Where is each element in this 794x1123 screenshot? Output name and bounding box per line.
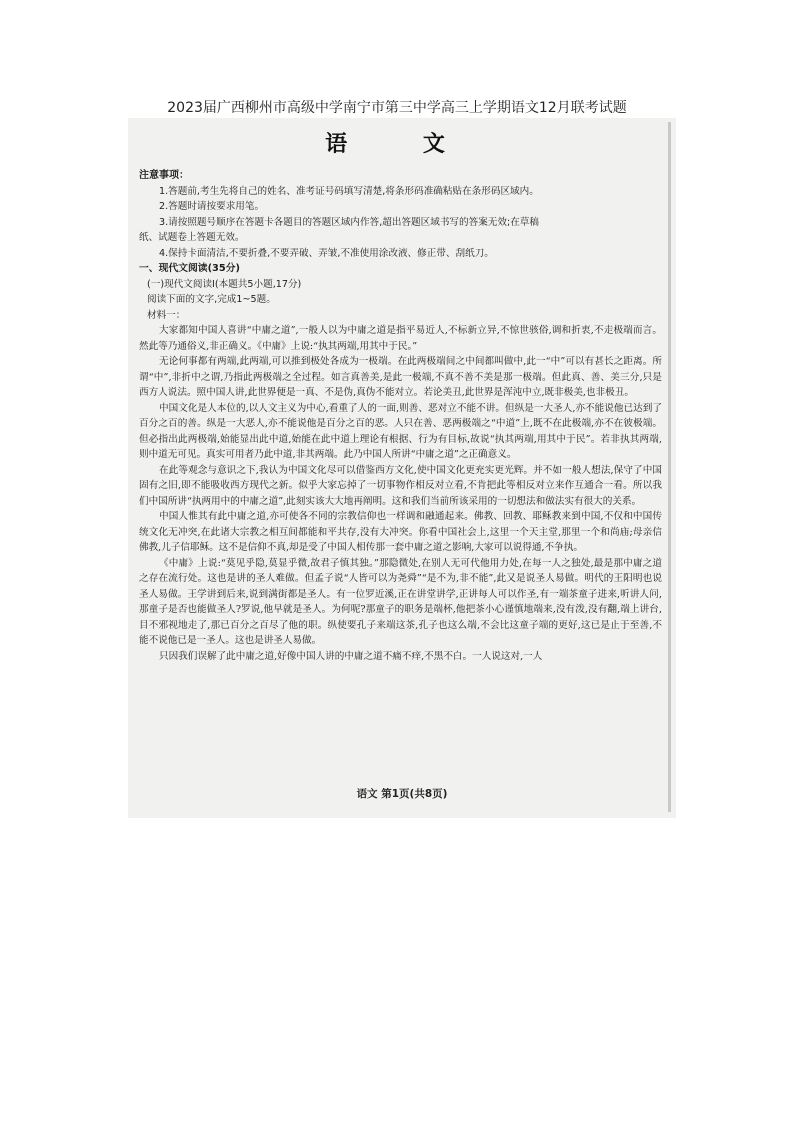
sub-section-heading: (一)现代文阅读Ⅰ(本题共5小题,17分) bbox=[147, 278, 302, 290]
passage-paragraph-4: 在此等观念与意识之下,我认为中国文化尽可以借鉴西方文化,使中国文化更充实更光辉。并不如一般人想法,保守了中国固有之旧,即不能吸收西方现代之新。似乎大家忘掉了一切事物作相反对立看,不肯把此等相反对立来作互通合一看。所以我们中国所讲“执两用中的中庸之道”,此刻实该大大地再阐明。这和我们当前所该采用的一切想法和做法实有很大的关系。 bbox=[139, 464, 662, 507]
notice-item-3: 3.请按照题号顺序在答题卡各题目的答题区域内作答,超出答题区域书写的答案无效;在草稿 bbox=[159, 216, 539, 228]
notice-item-4: 4.保持卡面清洁,不要折叠,不要弄破、弄皱,不准使用涂改液、修正带、刮纸刀。 bbox=[159, 247, 494, 259]
document-title: 2023届广西柳州市高级中学南宁市第三中学高三上学期语文12月联考试题 bbox=[167, 100, 627, 116]
passage-paragraph-3: 中国文化是人本位的,以人文主义为中心,看重了人的一面,则善、恶对立不能不讲。但纵是一大圣人,亦不能说他已达到了百分之百的善。纵是一大恶人,亦不能说他是百分之百的恶。人只在善、恶两极端之“中道”上,既不在此极端,亦不在彼极端。但必指出此两极端,始能显出此中道,始能在此中道上理论有根据、行为有目标,故说“执其两端,用其中于民”。若非执其两端,则中道无可见。真实可用者乃此中道,非其两端。此乃中国人所讲“中庸之道”之正确意义。 bbox=[139, 402, 662, 460]
exam-content bbox=[139, 168, 662, 664]
notice-item-1: 1.答题前,考生先将自己的姓名、准考证号码填写清楚,将条形码准确粘贴在条形码区域内。 bbox=[159, 185, 539, 197]
passage-paragraph-6: 《中庸》上说:“莫见乎隐,莫显乎微,故君子慎其独。”那隐微处,在别人无可代他用力处,在每一人之独处,最是那中庸之道之存在流行处。这也是讲的圣人难做。但孟子说“人皆可以为尧舜”“是不为,非不能”,此又是说圣人易做。明代的王阳明也说圣人易做。王学讲到后来,说到满街都是圣人。有一位罗近溪,正在讲堂讲学,正讲每人可以作圣,有一端茶童子进来,听讲人问,那童子是否也能做圣人?罗说,他早就是圣人。为何呢?那童子的职务是端杯,他把茶小心谨慎地端来,没有泼,没有翻,端上讲台,目不邪视地走了,那已百分之百尽了他的职。纵使要孔子来端这茶,孔子也这么端,不会比这童子端的更好,这已是止于至善,不能不说他已是一圣人。这也是讲圣人易做。 bbox=[139, 557, 662, 646]
notice-item-3-continued: 纸、试题卷上答题无效。 bbox=[139, 232, 245, 243]
reading-instruction: 阅读下面的文字,完成1~5题。 bbox=[147, 294, 276, 305]
subject-title: 语 文 bbox=[325, 132, 479, 157]
passage-paragraph-2: 无论何事都有两端,此两端,可以推到极处各成为一极端。在此两极端间之中间都叫做中,此一“中”可以有甚长之距离。所谓“中”,非折中之谓,乃指此两极端之全过程。如言真善美,是此一极端,不真不善不美是那一极端。但此真、善、美三分,只是西方人说法。照中国人讲,此世界便是一真、不是伪,真伪不能对立。若论美丑,此世界是浑沌中立,既非极美,也非极丑。 bbox=[139, 356, 662, 398]
passage-paragraph-5: 中国人惟其有此中庸之道,亦可使各不同的宗教信仰也一样调和融通起来。佛教、回教、耶稣教来到中国,不仅和中国传统文化无冲突,在此诸大宗教之相互间都能和平共存,没有大冲突。你看中国社会上,这里一个天主堂,那里一个和尚庙;母亲信佛教,儿子信耶稣。这不是信仰不真,却是受了中国人相传那一套中庸之道之影响,大家可以说得通,不争执。 bbox=[139, 511, 662, 553]
page-edge-shadow bbox=[668, 122, 671, 812]
material-label: 材料一： bbox=[147, 309, 186, 321]
section-heading: 一、现代文阅读(35分) bbox=[139, 263, 240, 274]
passage-paragraph-7: 只因我们误解了此中庸之道,好像中国人讲的中庸之道不痛不痒,不黑不白。一人说这对,一人 bbox=[159, 650, 543, 662]
page-footer: 语文 第1页(共8页) bbox=[356, 788, 448, 800]
notice-heading: 注意事项： bbox=[139, 170, 189, 181]
notice-item-2: 2.答题时请按要求用笔。 bbox=[159, 201, 265, 212]
passage-paragraph-1: 大家都知中国人喜讲“中庸之道”,一般人以为中庸之道是指平易近人,不标新立异,不惊世骇俗,调和折衷,不走极端而言。然此等乃通俗义,非正确义。《中庸》上说:“执其两端,用其中于民。” bbox=[139, 325, 662, 352]
